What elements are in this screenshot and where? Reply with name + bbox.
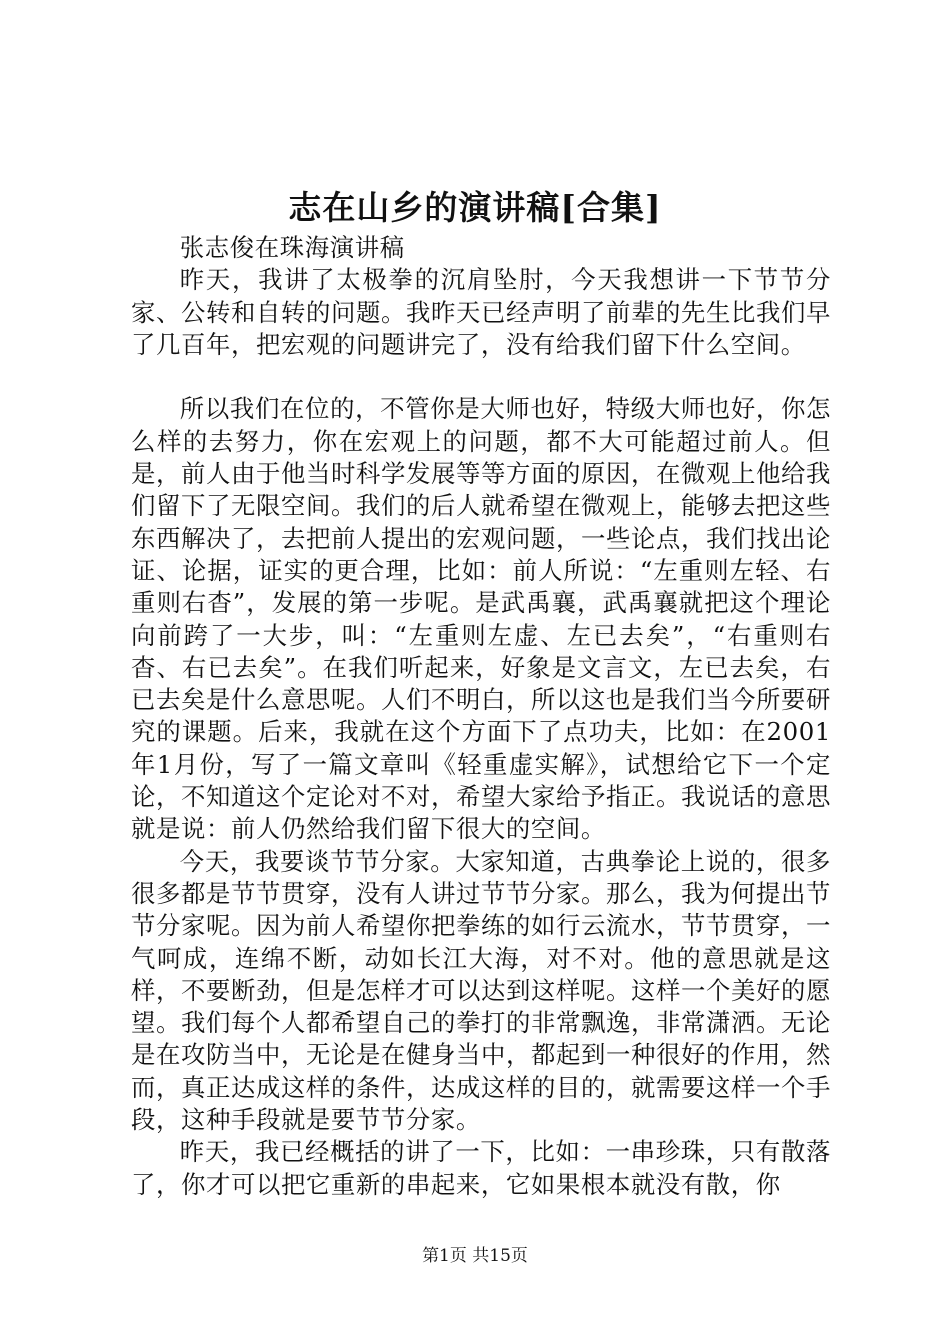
paragraph-subtitle: 张志俊在珠海演讲稿: [179, 233, 405, 262]
paragraph-segment-separation: 今天，我要谈节节分家。大家知道，古典拳论上说的，很多很多都是节节贯穿，没有人讲过节节分家。那么，我为何提出节节分家呢。因为前人希望你把拳练的如行云流水，节节贯穿，一气呵成，连绵不断，动如长江大海，对不对。他的意思就是这样，不要断劲，但是怎样才可以达到这样呢。这样一个美好的愿望。我们每个人都希望自己的拳打的非常飘逸，非常潇洒。无论是在攻防当中，无论是在健身当中，都起到一种很好的作用，然而，真正达成这样的条件，达成这样的目的，就需要这样一个手段，这种手段就是要节节分家。: [131, 846, 831, 1135]
document-title: 志在山乡的演讲稿[合集]: [288, 188, 662, 227]
document-body: [131, 232, 831, 1201]
paragraph-intro: 昨天，我讲了太极拳的沉肩坠肘，今天我想讲一下节节分家、公转和自转的问题。我昨天已经声明了前辈的先生比我们早了几百年，把宏观的问题讲完了，没有给我们留下什么空间。: [131, 265, 831, 359]
paragraph-macro-micro: 所以我们在位的，不管你是大师也好，特级大师也好，你怎么样的去努力，你在宏观上的问题，都不大可能超过前人。但是，前人由于他当时科学发展等等方面的原因，在微观上他给我们留下了无限空间。我们的后人就希望在微观上，能够去把这些东西解决了，去把前人提出的宏观问题，一些论点，我们找出论证、论据，证实的更合理，比如：前人所说：“左重则左轻、右重则右杳”，发展的第一步呢。是武禹襄，武禹襄就把这个理论向前跨了一大步，叫：“左重则左虚、左已去矣”，“右重则右杳、右已去矣”。在我们听起来，好象是文言文，左已去矣，右已去矣是什么意思呢。人们不明白，所以这也是我们当今所要研究的课题。后来，我就在这个方面下了点功夫，比如：在2001年1月份，写了一篇文章叫《轻重虚实解》，试想给它下一个定论，不知道这个定论对不对，希望大家给予指正。我说话的意思就是说：前人仍然给我们留下很大的空间。: [131, 394, 831, 844]
paragraph-pearl-string: 昨天，我已经概括的讲了一下，比如：一串珍珠，只有散落了，你才可以把它重新的串起来，它如果根本就没有散，你: [131, 1137, 831, 1199]
page-number-footer: 第1页 共15页: [422, 1246, 528, 1266]
